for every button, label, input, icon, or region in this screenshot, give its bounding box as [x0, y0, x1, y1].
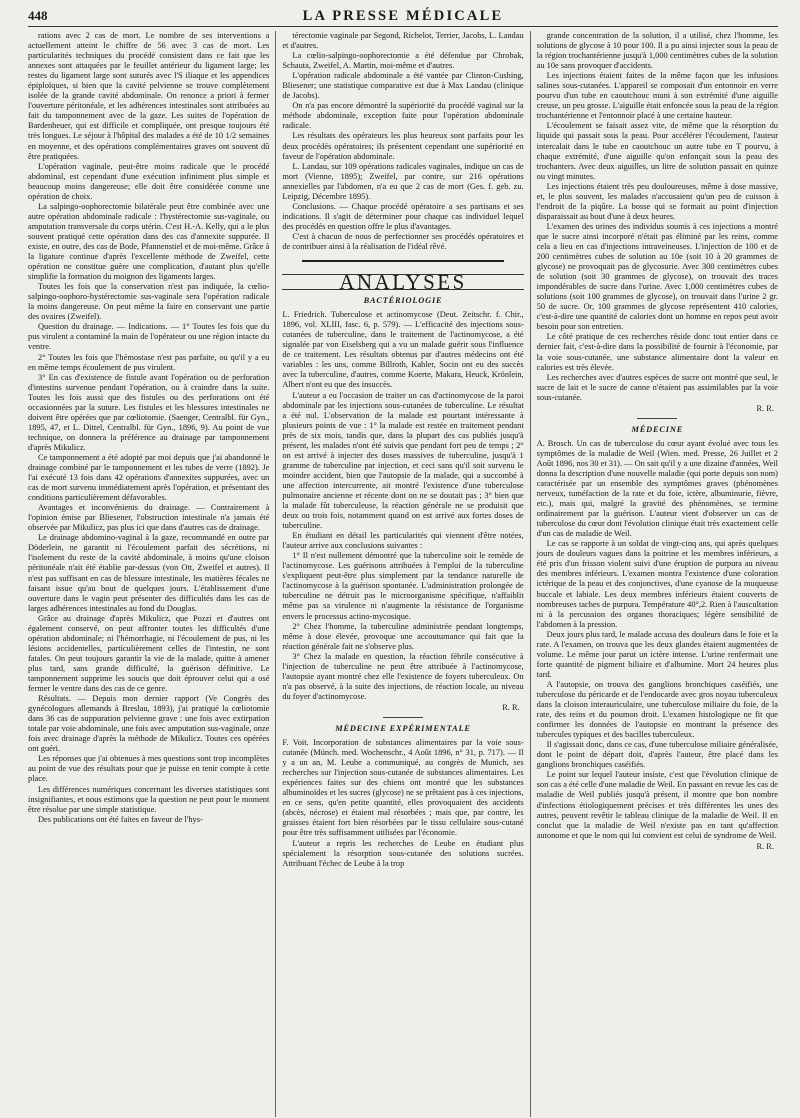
article-voit-body [282, 839, 523, 869]
paragraph: L'écoulement se faisait assez vite, de même que la résorption du liquide qui passait sous la peau. Pour accélérer l'écoulement, l'auteur intercalait dans le tube en caoutchouc un autre tube en T pourvu, à chaque extrémité, d'une aiguille qu'on enfonçait sous la peau des trochanters. Avec deux aiguilles, un litre de solution passait en quinze ou vingt minutes. [536, 121, 778, 181]
divider [383, 717, 423, 718]
section-title-analyses: ANALYSES [282, 274, 523, 290]
paragraph: Question du drainage. — Indications. — 1° Toutes les fois que du pus virulent a contaminé la main de l'opérateur ou une région intacte du ventre. [28, 322, 270, 352]
paragraph: Il s'agissait donc, dans ce cas, d'une tuberculose miliaire généralisée, dont le point de départ doit, d'après l'auteur, être placé dans les ganglions bronchiques caséifiés. [536, 740, 778, 770]
paragraph: 1° Il n'est nullement démontré que la tuberculine soit le remède de l'actinomycose. Les guérisons attribuées à l'emploi de la tuberculine s'expliquent peut-être plus simplement par la tendance naturelle de l'actinomycose à la guérison spontanée. L'administration prolongée de tuberculine ne détruit pas le microorganisme spécifique, n'affaiblit même pas sa virulence ni n'augmente la résistance de l'organisme envers le processus actino-mycosique. [282, 551, 524, 621]
paragraph: Les réponses que j'ai obtenues à mes questions sont trop incomplètes au point de vue des résultats pour que je puisse en tenir compte à cette place. [28, 754, 270, 784]
subsection-medecine-experimentale: MÉDECINE EXPÉRIMENTALE [335, 724, 471, 733]
paragraph: L'opération radicale abdominale a été vantée par Clinton-Cushing, Bliesener; une statistique comparative est due à Max Landau (clinique de Jacobs). [282, 71, 524, 101]
paragraph: grande concentration de la solution, il a utilisé, chez l'homme, les solutions de glycose à 10 pour 100. Il a pu ainsi injecter sous la peau de la région trochantérienne jusqu'à 1,000 centimètres cubes de la solution au 10e sans provoquer d'accidents. [536, 31, 778, 71]
paragraph: Les recherches avec d'autres espèces de sucre ont montré que seul, le sucre de lait et le sucre de canne n'étaient pas assimilables par la voie sous-cutanée. [536, 372, 778, 402]
paragraph: L. Landau, sur 109 opérations radicales vaginales, indique un cas de mort (Vienne, 1895); Zweifel, par contre, sur 216 opérations annexielles par l'abdomen, n'a eu que 2 cas de mort (Ges. f. geb. zu. Leipzig, Décembre 1895). [282, 161, 524, 201]
article-brosch-head: A. Brosch. Un cas de tuberculose du cœur ayant évolué avec tous les symptômes de la maladie de Weil (Wien. med. Presse, 26 Juillet et 2 Août 1896, nos 30 et 31). — On sait qu'il y a une dizaine d'années, Weil donna la description d'une nouvelle maladie (qui porte depuis son nom) caractérisée par un ensemble des symptômes graves (phénomènes nerveux, tuméfaction de la rate et du foie, ictère, albuminurie, fièvre, etc.), mais qui, malgré la gravité des phénomènes, se termine ordinairement par la guérison. L'auteur vient d'observer un cas de tuberculose du cœur dont l'évolution clinique était très exactement celle d'un cas de maladie de Weil. [536, 438, 778, 539]
paragraph: L'auteur a repris les recherches de Leube en étudiant plus spécialement la résorption sous-cutanée des solutions sucrées. Attribuant l'échec de Leube à la trop [282, 838, 524, 868]
article-friedrich-head: L. Friedrich. Tuberculose et actinomycose (Deut. Zeitschr. f. Chir., 1896, vol. XLIII, fasc. 6, p. 579). — L'efficacité des injections sous-cutanées de tuberculine, dans le traitement de l'actinomycose, a été signalée par von Eiselsberg qui a vu un malade guérir sous l'influence de ce traitement. Les résultats obtenus par d'autres médecins ont été variables : les uns, comme Billroth, Kahler, Socin ont eu des succès avec la tuberculine, d'autres, comme Koerte, Makara, Heuck, Krönlein, Albert n'ont eu que des insuccès. [282, 310, 524, 390]
paragraph: Le cas se rapporte à un soldat de vingt-cinq ans, qui après quelques jours de douleurs vagues dans la poitrine et les membres inférieurs, a été pris d'un frisson violent suivi d'une éruption de purpura au niveau des membres inférieurs. L'examen montra l'existence d'une coloration ictérique de la peau et des conjonctives, d'une cyanose de la muqueuse buccale et labiale. Les deux membres inférieurs étaient couverts de nombreuses taches de purpura. Température 40°,2. Rien à l'auscultation ni à la percussion des organes thoraciques; légère sensibilité de l'abdomen à la pression. [536, 539, 778, 629]
paragraph: rations avec 2 cas de mort. Le nombre de ses interventions a actuellement atteint le chiffre de 56 avec 3 cas de mort. Les particularités techniques du procédé consistent dans ce fait que les annexes sont attaquées par le feuillet antérieur du ligament large; les restes du ligament large sont suturés avec l'S iliaque et les appendices épiploïques, si bien que la cavité pelvienne se trouve complètement isolée de la grande cavité abdominale. On renonce a priori à fermer l'ouverture péritonéale, et les adhérences intestinales sont attribuées au fait du tamponnement avec de la gaze. Les suites de l'opération de Bardenheuer, qui est difficile et compliquée, ont presque toujours été très longues. Le séjour à l'hôpital des malades a été de 10 1/2 semaines en moyenne, et des opérations complémentaires graves ont souvent dû être pratiquées. [28, 31, 270, 161]
paragraph: Les injections étaient faites de la même façon que les infusions salines sous-cutanées. L'appareil se composait d'un entonnoir en verre pourvu d'un tube en caoutchouc muni à son extrémité d'une aiguille creuse, un peu grosse. L'aiguille était enfoncée sous la peau de la région trochantérienne et l'entonnoir placé à une certaine hauteur. [536, 71, 778, 121]
column-2-top-text [282, 31, 523, 252]
paragraph: Résultats. — Depuis mon dernier rapport (Ve Congrès des gynécologues allemands à Breslau, 1893), j'ai pratiqué la cœliotomie dans 36 cas de suppuration pelvienne grave : une fois avec extirpation totale par voie abdominale, une fois avec amputation sus-vaginale, onze fois avec drainage d'après la méthode de Mikulicz. Toutes ces opérées ont guéri. [28, 694, 270, 754]
journal-title: LA PRESSE MÉDICALE [302, 8, 504, 24]
subsection-medecine: MÉDECINE [631, 424, 684, 434]
divider [637, 418, 677, 419]
paragraph: Le côté pratique de ces recherches réside donc tout entier dans ce dernier fait, c'est-à-dire dans la possibilité de fournir à l'économie, par la voie sous-cutanée, une substance alimentaire dont la valeur en calories est très élevée. [536, 332, 778, 372]
article-voit-head: F. Voit. Incorporation de substances alimentaires par la voie sous-cutanée (Münch. med. Wochenschr., 4 Août 1896, n° 31, p. 717). — Il y a un an, M. Leube a communiqué, au congrès de Munich, ses recherches sur l'injection sous-cutanée de substances alimentaires. Les expériences faites sur des chiens ont montré que les substances albuminoïdes et les sucres (glycose) ne se prêtaient pas à ces injections, en ce sens, qu'en petite quantité, elles provoquaient des accidents (abcès, nécrose) et étaient mal résorbées ; mais que, par contre, les graisses étaient fort bien résorbées par le tissu cellulaire sous-cutané pour être très suffisamment utilisées par l'économie. [282, 738, 524, 838]
section-rule [302, 260, 503, 262]
paragraph: 2° Chez l'homme, la tuberculine administrée pendant longtemps, même à dose élevée, provoque une accoutumance qui fait que la réaction générale fait ne s'observe plus. [282, 621, 524, 651]
paragraph: Conclusions. — Chaque procédé opératoire a ses partisans et ses indications. Il s'agit de déterminer pour chaque cas individuel lequel des procédés en question offre le plus d'avantages. [282, 201, 524, 231]
paragraph: Le drainage abdomino-vaginal à la gaze, recommandé en outre par Döderlein, ne garantit ni l'écoulement parfait des sécrétions, ni l'isolement du reste de la cavité abdominale, à moins qu'une cloison péritonéale n'ait été établie par-dessus (von Ott, Zweifel et autres). Il n'est pas suffisant en cas de blessure intestinale, les matières fécales ne faisant issue qu'au bout de quelques jours. L'établissement d'une ouverture dans le vagin peut présenter des difficultés dans les cas de larges adhérences intestinales au fond du Douglas. [28, 533, 270, 613]
paragraph: La salpingo-oophorectomie bilatérale peut être combinée avec une autre opération abdominale radicale : l'hystérectomie sus-vaginale, ou amputation transversale du corps utérin. C'est H.-A. Kelly, qui a le plus souvent pratiqué cette opération dans des cas d'annexite suppurée. Il existe, en outre, des cas de Bode, Pfannenstiel et de moi-même. Grâce à la ligature continue d'après l'excellente méthode de Zweifel, cette opération ne constitue guère une complication, d'autant plus qu'elle simplifie la formation du moignon des ligaments larges. [28, 201, 270, 282]
paragraph: Les différences numériques concernant les diverses statistiques sont insignifiantes, et nous estimons que la question ne peut pour le moment être résolue par une simple statistique. [28, 784, 270, 814]
paragraph: 2° Toutes les fois que l'hémostase n'est pas parfaite, ou qu'il y a eu en même temps écoulement de pus virulent. [28, 352, 270, 372]
column-3 [530, 31, 778, 1117]
paragraph: En étudiant en détail les particularités qui viennent d'être notées, l'auteur arrive aux conclusions suivantes : [282, 531, 524, 551]
signature: R. R. [756, 403, 774, 413]
paragraph: Des publications ont été faites en faveur de l'hys- [38, 814, 203, 824]
page-header [28, 8, 778, 27]
columns [28, 31, 778, 1117]
column-1 [28, 31, 269, 1117]
column-3-top-text [537, 31, 778, 403]
paragraph: A l'autopsie, on trouva des ganglions bronchiques caséifiés, une tuberculose du péricarde et de l'endocarde avec gros noyau tuberculeux dans la cloison interauriculaire, une tuberculose miliaire du foie, de la rate, des reins et du poumon droit. L'examen histologique ne fit que confirmer les données de l'autopsie en montrant la présence des tubercules typiques et des bacilles tuberculeux. [536, 679, 778, 740]
paragraph: Avantages et inconvénients du drainage. — Contrairement à l'opinion émise par Bliesener, l'obstruction intestinale n'a jamais été observée par Mikulicz, pas plus ici que dans d'autres cas de drainage. [28, 503, 270, 533]
paragraph: 3° Chez la malade en question, la réaction fébrile consécutive à l'injection de tuberculine ne peut être attribuée à l'actinomycose, l'autopsie ayant montré chez elle l'existence de foyers tuberculeux. On n'a pas observé, à la suite des injections, de réaction locale, au niveau du foyer d'actinomycose. [282, 651, 524, 701]
paragraph: 3° En cas d'existence de fistule avant l'opération ou de perforation d'intestins survenue pendant l'opération, ou à craindre dans la suite. Toutes les fois aussi que des fistules ou des perforations ont été occasionnées par la suture. Les fistules et les blessures intestinales ne doivent être opérées que par cœliotomie. (Saenger, Centralbl. für Gyn., 1895, 47, et L. Dittel, Centralbl. für Gyn., 1896, 9). Au point de vue technique, on donnera la préférence au drainage par tamponnement d'après Mikulicz. [28, 372, 270, 452]
page-number: 448 [28, 8, 48, 23]
signature: R. R. [502, 702, 520, 712]
article-friedrich-body [282, 391, 523, 702]
paragraph: L'examen des urines des individus soumis à ces injections a montré que le sucre ainsi incorporé n'était pas éliminé par les reins, comme cela a lieu en cas d'injections intraveineuses. L'injection de 100 et de 200 centimètres cubes de solution au 10e (soit 10 à 20 grammes de glycose) ne provoquait pas de glycosurie. Avec 300 centimètres cubes de solution (soit 30 grammes de glycose), on trouvait des traces impondérables de sucre dans l'urine. Avec 1,000 centimètres cubes de solutions (soit 100 grammes de glycose), on trouvait dans l'urine 2 gr. 50 de sucre. Or, 100 grammes de glycose représentent 410 calories, c'est-à-dire une quantité de calories dont un homme en repos peut avoir besoin pour son entretien. [536, 221, 778, 332]
paragraph: L'opération vaginale, peut-être moins radicale que le procédé abdominal, est cependant d'une exécution infiniment plus simple et beaucoup moins dangereuse; elle doit être considérée comme une opération de choix. [28, 161, 270, 201]
paragraph: Les injections étaient très peu douloureuses, même à dose massive, et, le plus souvent, les malades n'accusaient qu'un peu de cuisson à l'endroit de la piqûre. La bosse qui se formait au point d'injection disparaissait au bout d'une à deux heures. [536, 181, 778, 221]
paragraph: Ce tamponnement a été adopté par moi depuis que j'ai abandonné le drainage combiné par le tamponnement et les tubes de verre (1892). Je l'ai exécuté 13 fois dans 42 opérations d'annexites suppurées, avec un cas de mort survenu immédiatement après l'opération, et présentant des conditions particulièrement défavorables. [28, 452, 270, 503]
paragraph: Deux jours plus tard, le malade accusa des douleurs dans le foie et la rate. A l'examen, on trouva que les deux glandes étaient augmentées de volume. Le même jour parut un ictère intense. L'urine renfermait une forte quantité de pigment biliaire et d'albumine. Mort 24 heures plus tard. [536, 629, 778, 679]
paragraph: Le point sur lequel l'auteur insiste, c'est que l'évolution clinique de son cas a été celle d'une maladie de Weil. En passant en revue les cas de maladie de Weil publiés jusqu'à présent, il montre que bon nombre d'infections étiologiquement précises et très différentes les unes des autres, peuvent revêtir le tableau clinique de la maladie de Weil. Il en conclut que la maladie de Weil n'existe pas en tant qu'affection autonome et que le nom qui lui convient est celui de syndrome de Weil. [536, 770, 778, 840]
column-2 [275, 31, 523, 1117]
paragraph: L'auteur a eu l'occasion de traiter un cas d'actinomycose de la paroi abdominale par les injections sous-cutanées de tuberculine. Le résultat a été nul. L'observation de la malade est pourtant intéressante à plusieurs points de vue : 1° la malade est restée en traitement pendant près de six mois, tandis que, dans la plupart des cas publiés jusqu'à présent, les malades n'ont été suivis que pendant fort peu de temps ; 2° on est arrivé à injecter des doses massives de tuberculine, jusqu'à 1 gramme de tuberculine par injection, et ceci sans qu'il soit survenu le moindre accident, bien que l'autopsie de la malade, qui a succombé à une affection intercurrente, ait montré l'existence d'une tuberculose pulmonaire ancienne et récente dont on ne se doutait pas ; 3° bien que la malade fût tuberculeuse, la réaction générale ne se produisit que deux ou trois fois, notamment quand on est arrivé aux fortes doses de tuberculine. [282, 390, 524, 531]
paragraph: La cœlio-salpingo-oophorectomie a été défendue par Chrobak, Schauta, Zweifel, A. Martin, moi-même et d'autres. [282, 51, 524, 71]
paragraph: C'est à chacun de nous de perfectionner ses procédés opératoires et de contribuer ainsi à la réalisation de l'idéal rêvé. [282, 231, 524, 251]
article-brosch-body [537, 539, 778, 840]
subsection-bacteriologie: BACTÉRIOLOGIE [363, 296, 443, 306]
paragraph: térectomie vaginale par Segond, Richelot, Terrier, Jacobs, L. Landau et d'autres. [282, 31, 524, 51]
signature: R. R. [756, 841, 774, 851]
paragraph: Grâce au drainage d'après Mikulicz, que Pozzi et d'autres ont également conservé, on peut affronter toutes les difficultés d'une opération abdominale; ni l'hémorrhagie, ni l'écoulement de pus, ni les lésions accidentelles, particulièrement celles de l'intestin, ne sont fatales. On peut toujours garantir la vie de la malade, quitte à amener plus tard, sans grande difficulté, la guérison définitive. Le tamponnement supprime les soucis que doit éprouver celui qui a osé fermer le ventre dans des cas de ce genre. [28, 613, 270, 694]
paragraph: Toutes les fois que la conservation n'est pas indiquée, la cœlio-salpingo-oophoro-hystérectomie sus-vaginale sera l'opération radicale la moins dangereuse. On peut même la faire en conservant une partie des ovaires (Zweifel). [28, 282, 270, 322]
paragraph: On n'a pas encore démontré la supériorité du procédé vaginal sur la méthode abdominale, exception faite pour l'opération abdominale radicale. [282, 101, 524, 131]
paragraph: Les résultats des opérateurs les plus heureux sont parfaits pour les deux procédés opératoires; ils présentent cependant une supériorité en faveur de l'opération abdominale. [282, 131, 524, 161]
